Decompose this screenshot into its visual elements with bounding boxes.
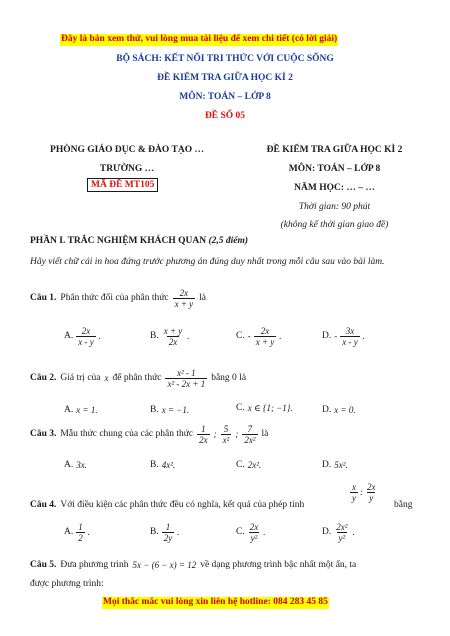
q5-equation: 5x − (6 − x) = 12 [132, 560, 197, 571]
q3-option-a[interactable]: A. 3x. [64, 460, 87, 471]
question-5 [30, 560, 356, 572]
q5-label: Câu 5. [30, 560, 57, 570]
q3-option-b[interactable]: B. 4x². [150, 460, 176, 471]
q4-option-b[interactable]: B. $\frac{1}{2y}$ . [150, 522, 180, 544]
q1-label: Câu 1. [30, 292, 57, 303]
q4-label: Câu 4. [30, 500, 57, 510]
section-title: PHẦN I. TRẮC NGHIỆM KHÁCH QUAN [30, 236, 207, 246]
q4-tail: bằng [394, 500, 413, 510]
section-heading [30, 236, 248, 248]
question-2 [30, 368, 246, 390]
exam-code: MÃ ĐỀ MT105 [87, 178, 158, 192]
q4-option-a[interactable]: A. $\frac{1}{2}$ . [64, 522, 90, 544]
exam-number: ĐỀ SỐ 05 [204, 111, 246, 121]
q2-option-a[interactable]: A. x = 1. [64, 405, 98, 416]
question-1 [30, 288, 206, 310]
duration: Thời gian: 90 phút [298, 202, 371, 212]
question-3: Câu 3. Mẫu thức chung của các phân thức $\frac{1}{2x}$ ; $\frac{5}{\text{x²}}$ ; $\frac{7}{\text{2x²}}$ là [30, 424, 269, 446]
q4-option-d[interactable]: D. $\frac{\text{2x²}}{\text{y²}}$ . [322, 522, 355, 544]
q3-label: Câu 3. [30, 428, 57, 439]
q2-option-c[interactable]: C. x ∈ {1; −1}. [236, 403, 293, 414]
school-year: NĂM HỌC: … – … [294, 183, 375, 193]
q2-label: Câu 2. [30, 372, 57, 383]
exam-code-box [87, 180, 158, 192]
q3-tail: là [261, 428, 269, 439]
exam-title: ĐỀ KIỂM TRA GIỮA HỌC KÌ 2 [157, 73, 293, 83]
question-4 [30, 500, 304, 512]
q5-text-b: về dạng phương trình bậc nhất một ẩn, ta [200, 560, 357, 570]
q4-fraction-a: $\frac{x}{y}$ [352, 482, 356, 504]
book-series: BỘ SÁCH: KẾT NỐI TRI THỨC VỚI CUỘC SỐNG [116, 54, 334, 64]
q2-variable: x [104, 373, 109, 384]
q1-option-a[interactable]: A. $\frac{2x}{x - y}$ . [64, 326, 101, 348]
q2-option-b[interactable]: B. x = −1. [150, 405, 190, 416]
q3-fraction-1: $\frac{1}{2x}$ [199, 424, 208, 446]
hotline-banner: Mọi thắc mắc vui lòng xin liên hệ hotline: 084 283 45 85 [103, 597, 328, 607]
q2-tail: bằng 0 là [211, 372, 247, 383]
preview-banner: Đây là bản xem thử, vui lòng mua tài liệu để xem chi tiết (có lời giải) [61, 34, 338, 44]
q5-text-c: được phương trình: [30, 579, 104, 589]
q3-text: Mẫu thức chung của các phân thức [60, 428, 194, 439]
duration-note: (không kể thời gian giao đề) [280, 220, 389, 230]
q1-text: Phân thức đối của phân thức [60, 292, 169, 303]
q3-option-c[interactable]: C. 2x². [236, 460, 262, 471]
q3-option-d[interactable]: D. 5x². [322, 460, 348, 471]
q1-option-d[interactable]: D. - $\frac{3x}{x - y}$ . [322, 326, 365, 348]
q1-option-c[interactable]: C. - $\frac{2x}{x + y}$ . [236, 326, 282, 348]
q5-text-a: Đưa phương trình [60, 560, 129, 570]
subject-title: MÔN: TOÁN – LỚP 8 [179, 92, 271, 102]
q3-fraction-3: $\frac{7}{\text{2x²}}$ [244, 424, 256, 446]
school-name: TRƯỜNG … [99, 164, 155, 174]
right-exam-title: ĐỀ KIỂM TRA GIỮA HỌC KÌ 2 [266, 145, 403, 155]
q1-fraction: $\frac{2x}{x + y}$ [174, 288, 194, 310]
q4-expression: $\frac{x}{y}$ : $\frac{2x}{y}$ [352, 482, 376, 504]
q4-option-c[interactable]: C. $\frac{2x}{\text{y²}}$ . [236, 522, 266, 544]
q1-tail: là [199, 292, 207, 303]
q2-text-a: Giá trị của [60, 372, 101, 383]
section-points: (2,5 điểm) [208, 236, 249, 246]
department-name: PHÒNG GIÁO DỤC & ĐÀO TẠO … [50, 145, 204, 155]
section-instruction: Hãy viết chữ cái in hoa đứng trước phương án đúng duy nhất trong mỗi câu sau vào bài làm. [30, 257, 385, 267]
right-subject: MÔN: TOÁN – LỚP 8 [288, 164, 381, 174]
q2-option-d[interactable]: D. x = 0. [322, 405, 356, 416]
q3-fraction-2: $\frac{5}{\text{x²}}$ [222, 424, 230, 446]
q1-option-b[interactable]: B. $\frac{x + y}{2x}$ . [150, 326, 190, 348]
q4-fraction-b: $\frac{2x}{y}$ [367, 482, 376, 504]
q4-text: Với điều kiện các phân thức đều có nghĩa, kết quả của phép tính [60, 500, 305, 510]
q2-text-b: để phân thức [112, 372, 162, 383]
q2-fraction: $\frac{\text{x² - 1}}{\text{x² - 2x + 1}}$ [167, 368, 206, 390]
